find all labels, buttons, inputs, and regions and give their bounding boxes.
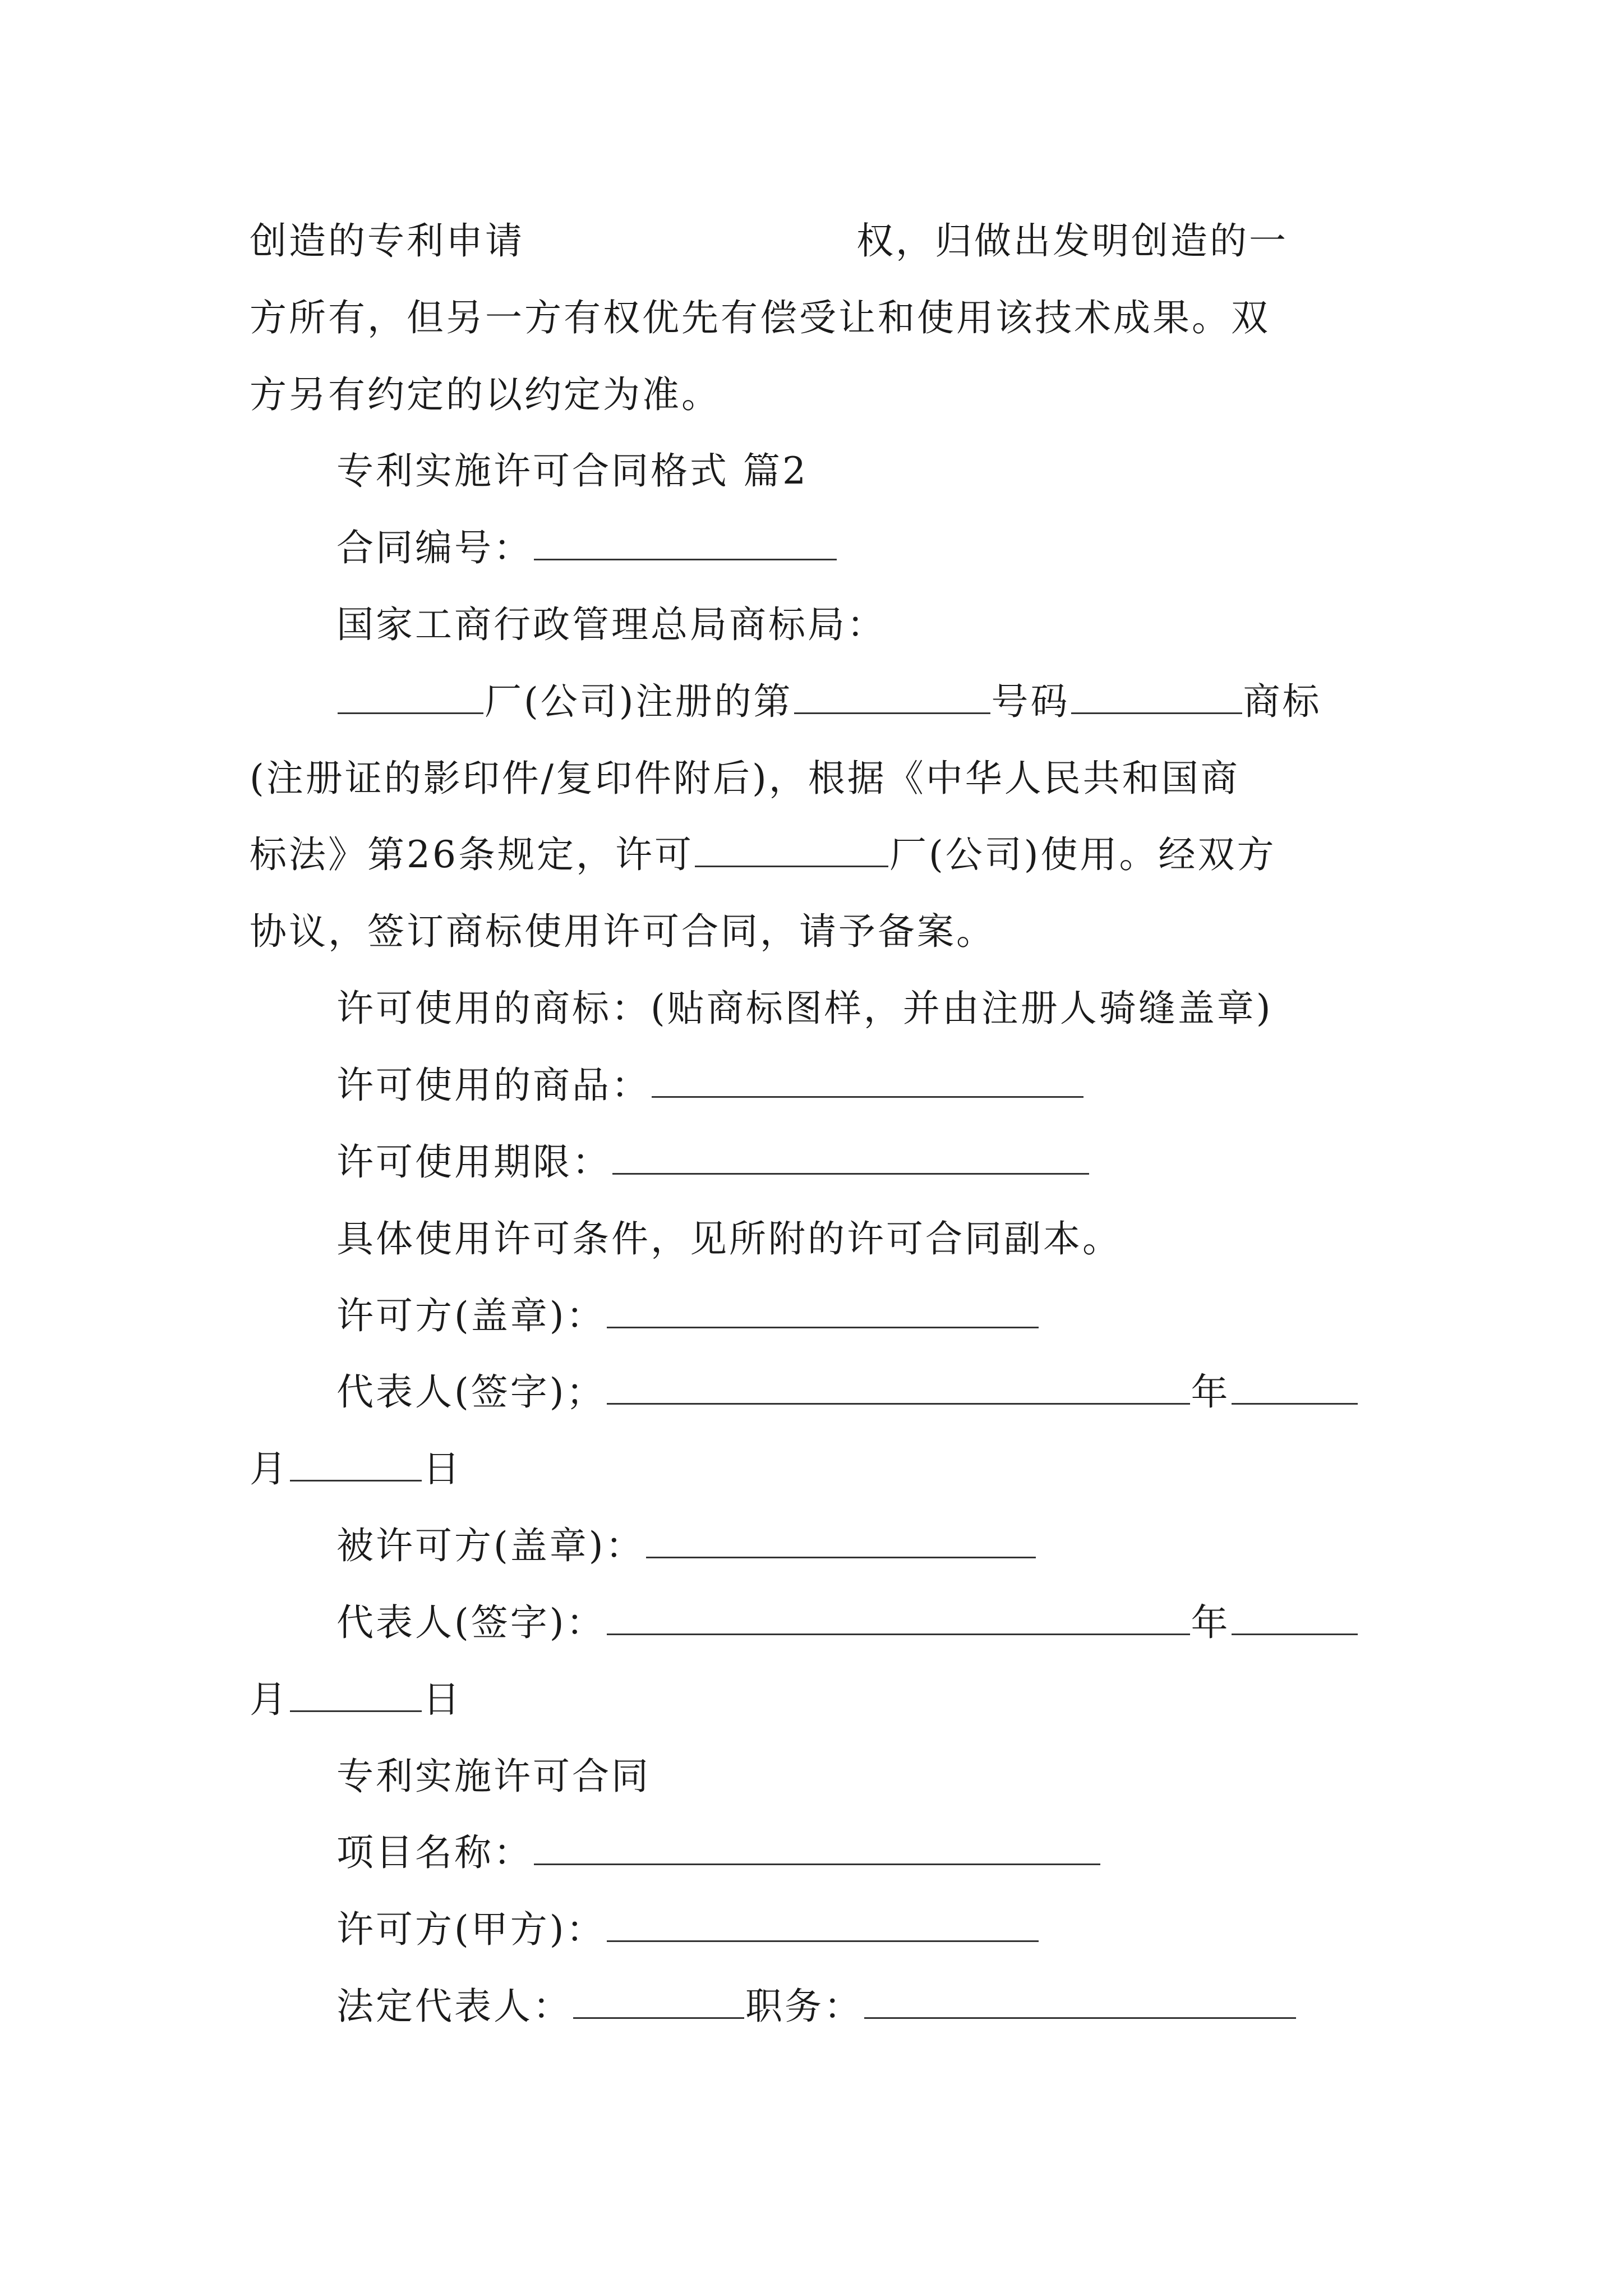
- project-name-label: 项目名称：: [336, 1831, 533, 1874]
- rep-sign-blank[interactable]: [607, 1368, 1190, 1405]
- paragraph-line: 方另有约定的以约定为准。: [250, 373, 721, 416]
- date-row-2: [250, 1673, 462, 1727]
- position-blank[interactable]: [864, 1982, 1296, 2019]
- registration-number-blank[interactable]: [794, 678, 990, 714]
- paragraph-line: [250, 828, 1276, 882]
- project-name-row: [336, 1826, 1101, 1880]
- month-label: 月: [250, 1678, 289, 1721]
- company-blank[interactable]: [338, 678, 483, 714]
- year-label: 年: [1191, 1370, 1230, 1414]
- rep-sign-row-2: [336, 1596, 1359, 1650]
- project-name-blank[interactable]: [534, 1829, 1100, 1865]
- contract-title: 专利实施许可合同: [336, 1755, 651, 1798]
- month-blank[interactable]: [290, 1445, 422, 1481]
- licensor-seal-row: [336, 1289, 1040, 1343]
- rep-sign-row-1: [336, 1365, 1359, 1419]
- contract-number-row: [336, 521, 838, 575]
- trademark-row: 许可使用的商标：(贴商标图样，并由注册人骑缝盖章): [336, 987, 1273, 1030]
- year-blank[interactable]: [1232, 1368, 1358, 1405]
- goods-row: [336, 1059, 1085, 1112]
- rep-sign-blank[interactable]: [607, 1599, 1190, 1635]
- year-blank[interactable]: [1232, 1599, 1358, 1635]
- legal-rep-label: 法定代表人：: [336, 1985, 572, 2028]
- licensee-company-blank[interactable]: [695, 831, 888, 867]
- day-label: 日: [423, 1678, 462, 1721]
- year-label: 年: [1191, 1601, 1230, 1644]
- addressee: 国家工商行政管理总局商标局：: [336, 603, 886, 646]
- text-span: 商标: [1243, 680, 1322, 723]
- licensor-party-blank[interactable]: [607, 1906, 1039, 1942]
- period-row: [336, 1135, 1090, 1189]
- contract-number-blank[interactable]: [534, 524, 837, 560]
- conditions-row: 具体使用许可条件，见所附的许可合同副本。: [336, 1217, 1122, 1260]
- section-heading: 专利实施许可合同格式 篇2: [336, 449, 808, 493]
- month-blank[interactable]: [290, 1676, 422, 1712]
- licensor-party-label: 许可方(甲方)：: [336, 1908, 606, 1951]
- paragraph-line: 协议，签订商标使用许可合同，请予备案。: [250, 910, 995, 953]
- date-row-1: [250, 1442, 462, 1496]
- licensor-party-row: [336, 1903, 1040, 1957]
- text-span: 创造的专利申请: [250, 219, 524, 263]
- month-label: 月: [250, 1447, 289, 1490]
- period-blank[interactable]: [612, 1138, 1089, 1175]
- paragraph-line: 方所有，但另一方有权优先有偿受让和使用该技术成果。双: [250, 296, 1270, 339]
- day-label: 日: [423, 1447, 462, 1490]
- licensor-seal-label: 许可方(盖章)：: [336, 1294, 606, 1337]
- licensee-seal-blank[interactable]: [646, 1522, 1036, 1558]
- text-span: 标法》第26条规定，许可: [250, 833, 694, 876]
- licensor-seal-blank[interactable]: [607, 1292, 1039, 1328]
- text-span: 厂(公司)使用。经双方: [889, 833, 1276, 876]
- legal-rep-row: [336, 1980, 1297, 2033]
- position-label: 职务：: [745, 1985, 863, 2028]
- paragraph-line: (注册证的影印件/复印件附后)，根据《中华人民共和国商: [250, 757, 1240, 800]
- trademark-blank[interactable]: [1071, 678, 1242, 714]
- goods-label: 许可使用的商品：: [336, 1064, 651, 1107]
- legal-rep-blank[interactable]: [573, 1982, 744, 2019]
- rep-sign-label: 代表人(签字)；: [336, 1370, 606, 1414]
- text-span: 权，归做出发明创造的一: [856, 219, 1288, 263]
- contract-number-label: 合同编号：: [336, 526, 533, 569]
- text-span: 厂(公司)注册的第: [485, 680, 793, 723]
- licensee-seal-label: 被许可方(盖章)：: [336, 1524, 645, 1567]
- period-label: 许可使用期限：: [336, 1140, 611, 1184]
- paragraph-line: [250, 214, 1288, 268]
- paragraph-line: [336, 675, 1322, 729]
- licensee-seal-row: [336, 1519, 1037, 1573]
- goods-blank[interactable]: [652, 1061, 1083, 1098]
- rep-sign-label: 代表人(签字)：: [336, 1601, 606, 1644]
- text-span: 号码: [991, 680, 1070, 723]
